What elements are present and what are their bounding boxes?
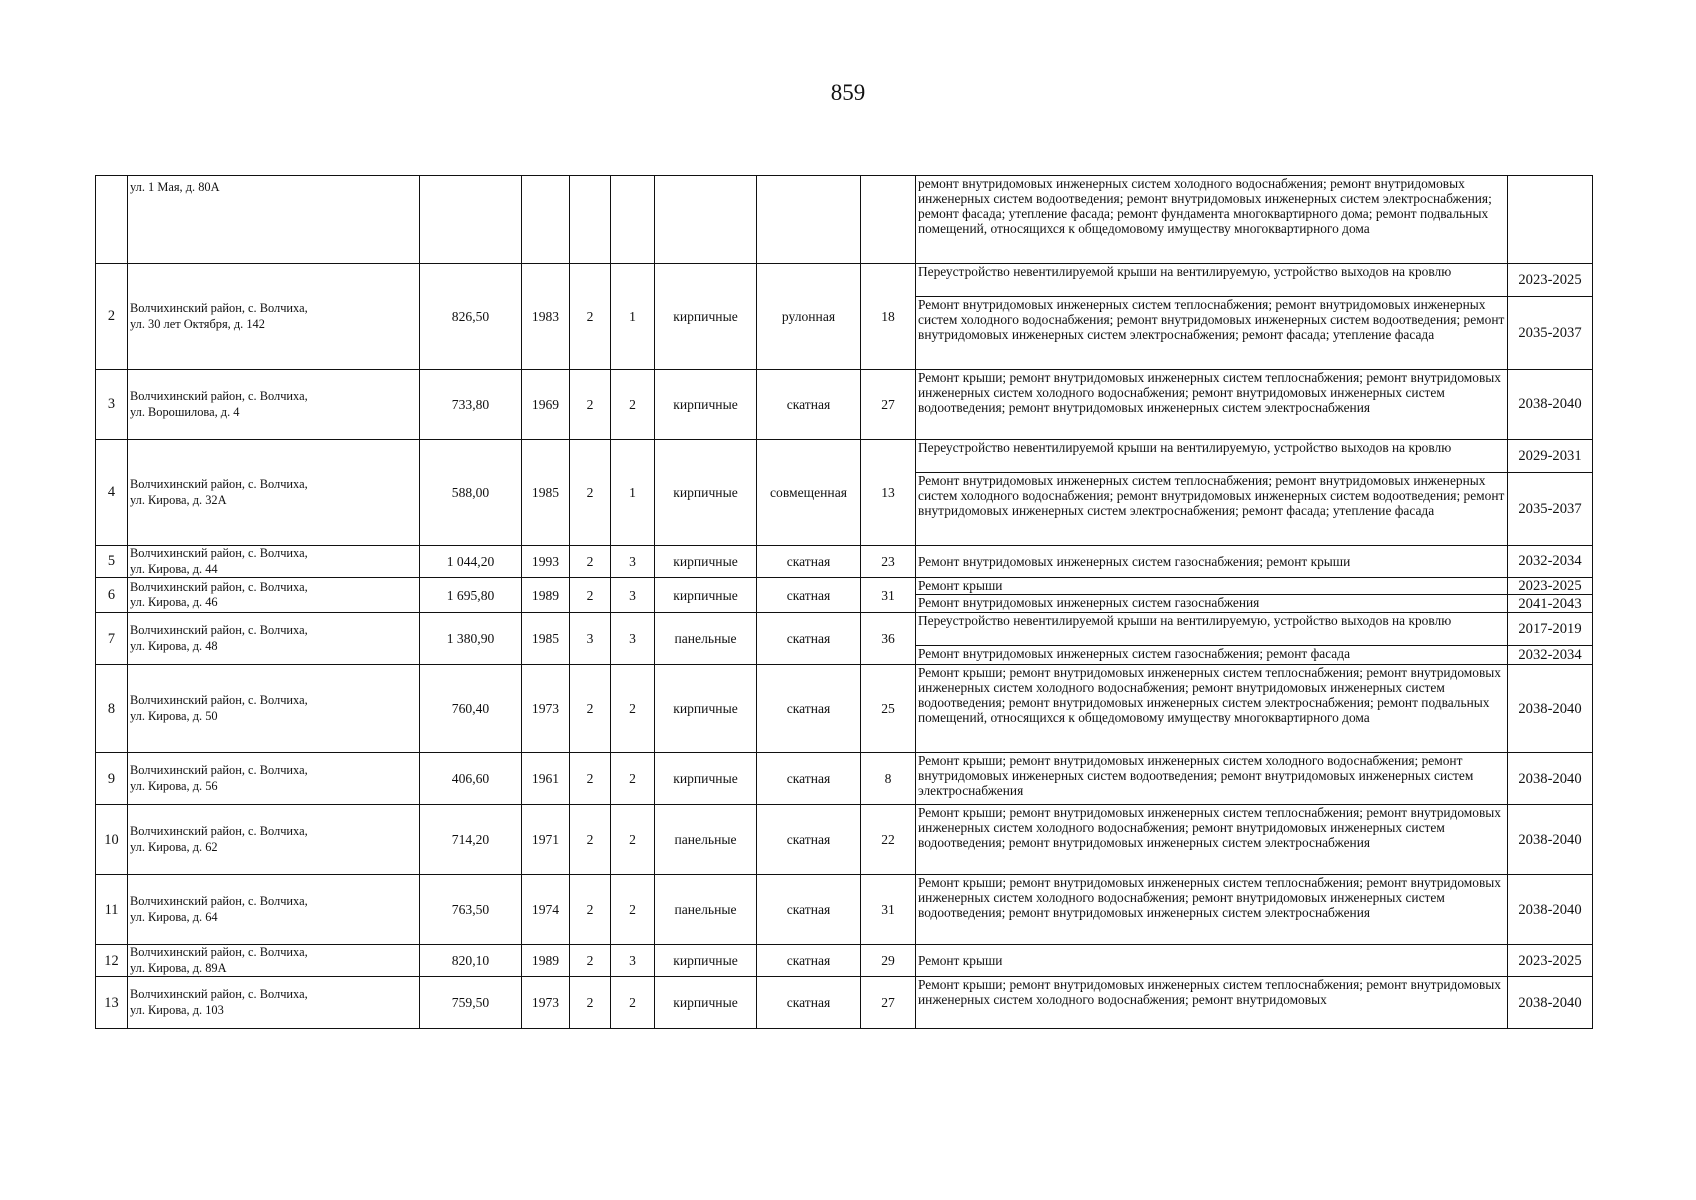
roof-type-cell: скатная — [757, 613, 861, 665]
repair-works-cell: Ремонт крыши — [916, 578, 1508, 595]
wall-material-cell: панельные — [655, 613, 757, 665]
build-year-cell: 1985 — [522, 613, 570, 665]
address-line-2: ул. 30 лет Октября, д. 142 — [130, 316, 265, 331]
roof-type-cell: рулонная — [757, 264, 861, 370]
address-cell — [128, 264, 420, 370]
repair-works-cell: Ремонт внутридомовых инженерных систем теплоснабжения; ремонт внутридомовых инженерных систем холодного водоснабжения; ремонт внутридомовых инженерных систем водоотведения; ремонт внутридомовых инженерных систем электроснабжения; ремонт фасада; утепление фасада — [916, 297, 1508, 370]
table-body — [96, 176, 1593, 1029]
wall-material-cell: кирпичные — [655, 440, 757, 546]
repair-period-cell: 2038-2040 — [1508, 977, 1593, 1029]
entrances-cell: 3 — [611, 945, 655, 977]
row-number: 6 — [96, 578, 128, 613]
entrances-cell: 3 — [611, 613, 655, 665]
floors-cell: 2 — [570, 805, 611, 875]
row-number — [96, 176, 128, 264]
total-area-cell: 759,50 — [420, 977, 522, 1029]
repair-works-cell: Переустройство невентилируемой крыши на вентилируемую, устройство выходов на кровлю — [916, 264, 1508, 297]
roof-type-cell: скатная — [757, 753, 861, 805]
wall-material-cell: панельные — [655, 875, 757, 945]
repair-works-cell: Ремонт крыши; ремонт внутридомовых инженерных систем холодного водоснабжения; ремонт внутридомовых инженерных систем водоотведения; ремонт внутридомовых инженерных систем электроснабжения — [916, 753, 1508, 805]
address-cell — [128, 440, 420, 546]
total-area-cell: 826,50 — [420, 264, 522, 370]
address-line-1: Волчихинский район, с. Волчиха, — [130, 945, 308, 960]
address-line-1: Волчихинский район, с. Волчиха, — [130, 763, 308, 778]
total-area-cell: 714,20 — [420, 805, 522, 875]
flats-count-cell: 29 — [861, 945, 916, 977]
floors-cell: 2 — [570, 945, 611, 977]
wall-material-cell: кирпичные — [655, 977, 757, 1029]
floors-cell: 2 — [570, 546, 611, 578]
build-year-cell: 1973 — [522, 665, 570, 753]
repair-works-cell: Ремонт крыши; ремонт внутридомовых инженерных систем теплоснабжения; ремонт внутридомовых инженерных систем холодного водоснабжения; ремонт внутридомовых — [916, 977, 1508, 1029]
entrances-cell: 2 — [611, 805, 655, 875]
repair-period-cell: 2038-2040 — [1508, 665, 1593, 753]
address-cell — [128, 753, 420, 805]
table-row — [96, 264, 1593, 297]
repair-program-table — [95, 175, 1593, 1029]
total-area-cell: 1 044,20 — [420, 546, 522, 578]
row-number: 3 — [96, 370, 128, 440]
floors-cell: 3 — [570, 613, 611, 665]
flats-count-cell: 36 — [861, 613, 916, 665]
wall-material-cell: кирпичные — [655, 753, 757, 805]
floors-cell: 2 — [570, 665, 611, 753]
repair-works-cell: Переустройство невентилируемой крыши на вентилируемую, устройство выходов на кровлю — [916, 613, 1508, 646]
address-line-2: ул. Кирова, д. 50 — [130, 708, 218, 723]
table-row — [96, 875, 1593, 945]
entrances-cell: 3 — [611, 578, 655, 613]
floors-cell — [570, 176, 611, 264]
page-number: 859 — [830, 80, 866, 105]
address-cell — [128, 370, 420, 440]
repair-works-cell: Ремонт крыши; ремонт внутридомовых инженерных систем теплоснабжения; ремонт внутридомовых инженерных систем холодного водоснабжения; ремонт внутридомовых инженерных систем водоотведения; ремонт внутридомовых инженерных систем электроснабжения; ремонт подвальных помещений, относящихся к общедомовому имуществу многоквартирного дома — [916, 665, 1508, 753]
address-cell — [128, 977, 420, 1029]
row-number: 11 — [96, 875, 128, 945]
repair-period-cell: 2029-2031 — [1508, 440, 1593, 473]
table-row — [96, 977, 1593, 1029]
flats-count-cell: 13 — [861, 440, 916, 546]
entrances-cell: 1 — [611, 440, 655, 546]
entrances-cell: 2 — [611, 977, 655, 1029]
repair-period-cell: 2038-2040 — [1508, 753, 1593, 805]
address-cell — [128, 546, 420, 578]
repair-works-cell: Ремонт внутридомовых инженерных систем газоснабжения; ремонт фасада — [916, 646, 1508, 665]
roof-type-cell: скатная — [757, 875, 861, 945]
repair-period-cell: 2035-2037 — [1508, 297, 1593, 370]
flats-count-cell: 31 — [861, 578, 916, 613]
flats-count-cell: 25 — [861, 665, 916, 753]
address-line-1: Волчихинский район, с. Волчиха, — [130, 546, 308, 560]
floors-cell: 2 — [570, 977, 611, 1029]
wall-material-cell: кирпичные — [655, 264, 757, 370]
repair-period-cell: 2023-2025 — [1508, 578, 1593, 595]
repair-works-cell: Ремонт крыши; ремонт внутридомовых инженерных систем теплоснабжения; ремонт внутридомовых инженерных систем холодного водоснабжения; ремонт внутридомовых инженерных систем водоотведения; ремонт внутридомовых инженерных систем электроснабжения — [916, 370, 1508, 440]
build-year-cell: 1985 — [522, 440, 570, 546]
flats-count-cell: 27 — [861, 977, 916, 1029]
table-row — [96, 805, 1593, 875]
entrances-cell: 2 — [611, 665, 655, 753]
wall-material-cell: кирпичные — [655, 945, 757, 977]
address-line-1: Волчихинский район, с. Волчиха, — [130, 301, 308, 315]
build-year-cell: 1989 — [522, 578, 570, 613]
total-area-cell — [420, 176, 522, 264]
address-cell — [128, 665, 420, 753]
wall-material-cell: кирпичные — [655, 546, 757, 578]
entrances-cell: 2 — [611, 753, 655, 805]
row-number: 2 — [96, 264, 128, 370]
table-row — [96, 945, 1593, 977]
flats-count-cell: 31 — [861, 875, 916, 945]
address-line-2: ул. Кирова, д. 56 — [130, 778, 218, 793]
address-cell — [128, 805, 420, 875]
repair-works-cell: Переустройство невентилируемой крыши на вентилируемую, устройство выходов на кровлю — [916, 440, 1508, 473]
address-line-2: ул. Кирова, д. 89А — [130, 960, 227, 975]
address-line-1: ул. 1 Мая, д. 80А — [130, 180, 220, 194]
table-row — [96, 370, 1593, 440]
flats-count-cell: 27 — [861, 370, 916, 440]
repair-works-cell: ремонт внутридомовых инженерных систем холодного водоснабжения; ремонт внутридомовых инженерных систем водоотведения; ремонт внутридомовых инженерных систем электроснабжения; ремонт фасада; утепление фасада; ремонт фундамента многоквартирного дома; ремонт подвальных помещений, относящихся к общедомовому имуществу многоквартирного дома — [916, 176, 1508, 264]
address-line-2: ул. Ворошилова, д. 4 — [130, 404, 240, 419]
repair-period-cell — [1508, 176, 1593, 264]
address-line-1: Волчихинский район, с. Волчиха, — [130, 987, 308, 1002]
wall-material-cell: кирпичные — [655, 578, 757, 613]
address-cell — [128, 875, 420, 945]
address-line-1: Волчихинский район, с. Волчиха, — [130, 894, 308, 909]
flats-count-cell — [861, 176, 916, 264]
address-line-1: Волчихинский район, с. Волчиха, — [130, 693, 308, 708]
table-row — [96, 665, 1593, 753]
repair-period-cell: 2017-2019 — [1508, 613, 1593, 646]
roof-type-cell: скатная — [757, 370, 861, 440]
total-area-cell: 760,40 — [420, 665, 522, 753]
build-year-cell: 1993 — [522, 546, 570, 578]
repair-works-cell: Ремонт крыши — [916, 945, 1508, 977]
floors-cell: 2 — [570, 875, 611, 945]
address-line-2: ул. Кирова, д. 62 — [130, 839, 218, 854]
flats-count-cell: 8 — [861, 753, 916, 805]
table-row — [96, 578, 1593, 595]
table-row — [96, 753, 1593, 805]
address-line-2: ул. Кирова, д. 46 — [130, 595, 218, 610]
repair-period-cell: 2038-2040 — [1508, 875, 1593, 945]
total-area-cell: 588,00 — [420, 440, 522, 546]
total-area-cell: 406,60 — [420, 753, 522, 805]
repair-period-cell: 2038-2040 — [1508, 805, 1593, 875]
wall-material-cell: кирпичные — [655, 665, 757, 753]
total-area-cell: 1 380,90 — [420, 613, 522, 665]
address-cell — [128, 578, 420, 613]
floors-cell: 2 — [570, 440, 611, 546]
table-row — [96, 613, 1593, 646]
build-year-cell: 1971 — [522, 805, 570, 875]
wall-material-cell: кирпичные — [655, 370, 757, 440]
roof-type-cell: совмещенная — [757, 440, 861, 546]
table-row — [96, 176, 1593, 264]
entrances-cell: 2 — [611, 370, 655, 440]
repair-period-cell: 2035-2037 — [1508, 473, 1593, 546]
roof-type-cell — [757, 176, 861, 264]
roof-type-cell: скатная — [757, 665, 861, 753]
repair-works-cell: Ремонт внутридомовых инженерных систем газоснабжения — [916, 595, 1508, 613]
address-line-1: Волчихинский район, с. Волчиха, — [130, 477, 308, 491]
roof-type-cell: скатная — [757, 578, 861, 613]
address-line-1: Волчихинский район, с. Волчиха, — [130, 824, 308, 839]
row-number: 12 — [96, 945, 128, 977]
row-number: 7 — [96, 613, 128, 665]
address-line-2: ул. Кирова, д. 44 — [130, 561, 218, 576]
build-year-cell — [522, 176, 570, 264]
build-year-cell: 1974 — [522, 875, 570, 945]
roof-type-cell: скатная — [757, 805, 861, 875]
repair-works-cell: Ремонт крыши; ремонт внутридомовых инженерных систем теплоснабжения; ремонт внутридомовых инженерных систем холодного водоснабжения; ремонт внутридомовых инженерных систем водоотведения; ремонт внутридомовых инженерных систем электроснабжения — [916, 805, 1508, 875]
address-line-1: Волчихинский район, с. Волчиха, — [130, 389, 308, 403]
row-number: 5 — [96, 546, 128, 578]
floors-cell: 2 — [570, 370, 611, 440]
repair-works-cell: Ремонт внутридомовых инженерных систем теплоснабжения; ремонт внутридомовых инженерных систем холодного водоснабжения; ремонт внутридомовых инженерных систем водоотведения; ремонт внутридомовых инженерных систем электроснабжения; ремонт фасада; утепление фасада — [916, 473, 1508, 546]
address-cell — [128, 613, 420, 665]
floors-cell: 2 — [570, 578, 611, 613]
repair-period-cell: 2023-2025 — [1508, 945, 1593, 977]
roof-type-cell: скатная — [757, 546, 861, 578]
total-area-cell: 733,80 — [420, 370, 522, 440]
flats-count-cell: 22 — [861, 805, 916, 875]
roof-type-cell: скатная — [757, 977, 861, 1029]
flats-count-cell: 18 — [861, 264, 916, 370]
floors-cell: 2 — [570, 753, 611, 805]
repair-works-cell: Ремонт крыши; ремонт внутридомовых инженерных систем теплоснабжения; ремонт внутридомовых инженерных систем холодного водоснабжения; ремонт внутридомовых инженерных систем водоотведения; ремонт внутридомовых инженерных систем электроснабжения — [916, 875, 1508, 945]
wall-material-cell — [655, 176, 757, 264]
address-line-2: ул. Кирова, д. 48 — [130, 638, 218, 653]
entrances-cell: 3 — [611, 546, 655, 578]
table-row — [96, 440, 1593, 473]
address-line-1: Волчихинский район, с. Волчиха, — [130, 579, 308, 594]
address-line-2: ул. Кирова, д. 32А — [130, 492, 227, 507]
row-number: 4 — [96, 440, 128, 546]
flats-count-cell: 23 — [861, 546, 916, 578]
repair-period-cell: 2032-2034 — [1508, 646, 1593, 665]
address-line-1: Волчихинский район, с. Волчиха, — [130, 623, 308, 638]
repair-period-cell: 2038-2040 — [1508, 370, 1593, 440]
wall-material-cell: панельные — [655, 805, 757, 875]
total-area-cell: 820,10 — [420, 945, 522, 977]
row-number: 13 — [96, 977, 128, 1029]
entrances-cell: 1 — [611, 264, 655, 370]
roof-type-cell: скатная — [757, 945, 861, 977]
address-cell — [128, 945, 420, 977]
build-year-cell: 1989 — [522, 945, 570, 977]
build-year-cell: 1973 — [522, 977, 570, 1029]
address-line-2: ул. Кирова, д. 103 — [130, 1002, 224, 1017]
address-line-2: ул. Кирова, д. 64 — [130, 909, 218, 924]
repair-period-cell: 2041-2043 — [1508, 595, 1593, 613]
repair-period-cell: 2023-2025 — [1508, 264, 1593, 297]
total-area-cell: 763,50 — [420, 875, 522, 945]
row-number: 10 — [96, 805, 128, 875]
build-year-cell: 1961 — [522, 753, 570, 805]
total-area-cell: 1 695,80 — [420, 578, 522, 613]
repair-works-cell: Ремонт внутридомовых инженерных систем газоснабжения; ремонт крыши — [916, 546, 1508, 578]
build-year-cell: 1969 — [522, 370, 570, 440]
floors-cell: 2 — [570, 264, 611, 370]
entrances-cell: 2 — [611, 875, 655, 945]
row-number: 9 — [96, 753, 128, 805]
entrances-cell — [611, 176, 655, 264]
build-year-cell: 1983 — [522, 264, 570, 370]
address-cell — [128, 176, 420, 264]
table-row — [96, 546, 1593, 578]
row-number: 8 — [96, 665, 128, 753]
repair-period-cell: 2032-2034 — [1508, 546, 1593, 578]
